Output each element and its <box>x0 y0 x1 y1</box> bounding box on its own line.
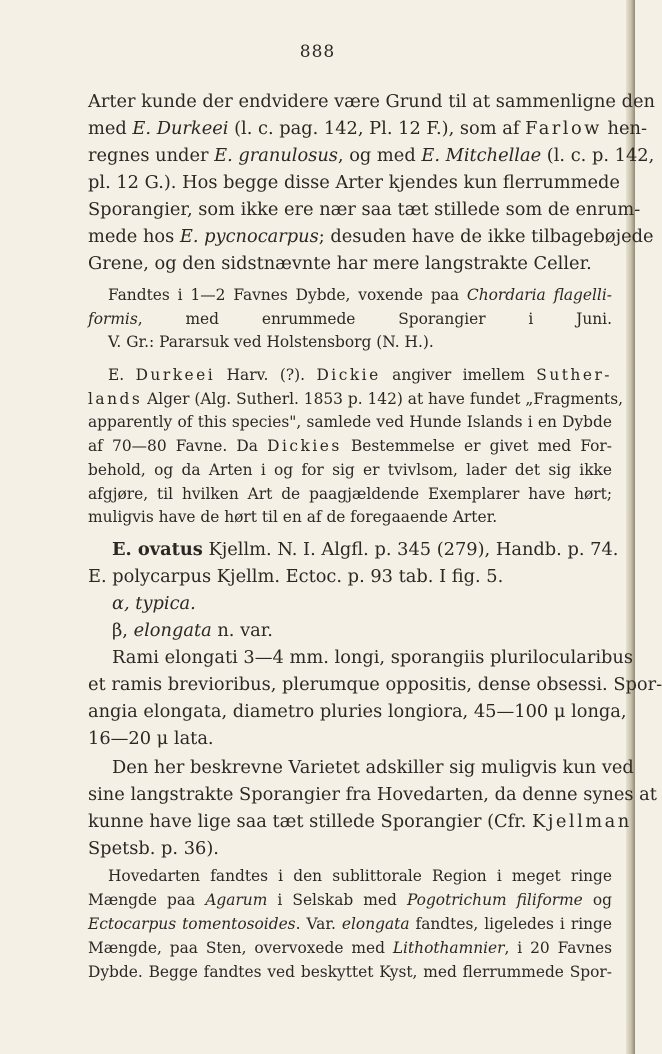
paragraph-habitat: Hovedarten fandtes i den sublittorale Region i meget ringe Mængde paa Agarum i Selskab med Pogotrichum filiforme og Ectocarpus tomentosoides. Var. elongata fandtes, ligeledes i ringe Mængde, paa Sten, overvoxede med Lithothamnier, i 20 Favnes Dybde. Begge fandtes ved beskyttet Kyst, med flerrummede Spor- <box>88 867 613 981</box>
paragraph-comparison: Arter kunde der endvidere være Grund til at sammenligne den med E. Durkeei (l. c. pag. 142, Pl. 12 F.), som af Farlow hen- regnes under E. granulosus, og med E. Mitchellae (l. c. p. 142, pl. 12 G.). Hos begge disse Arter kjendes kun flerrummede Sporangier, som ikke ere nær saa tæt stillede som de enrum- mede hos E. pycnocarpus; desuden have de ikke tilbagebøjede Grene, og den sidstnævnte har mere langstrakte Celler. <box>88 91 655 274</box>
species-ovatus-section: E. ovatus Kjellm. N. I. Algfl. p. 345 (279), Handb. p. 74. E. polycarpus Kjellm. Ectoc. p. 93 tab. I fig. 5. α, typica. β, elongata n. var. Rami elongati 3—4 mm. longi, sporangiis plurilocularibus et ramis brevioribus, plerumque oppositis, dense obsessi. Spor- angia elongata, diametro pluries longiora, 45—100 μ longa, 16—20 μ lata. <box>88 536 612 752</box>
paragraph-durkeei: E. Durkeei Harv. (?). Dickie angiver imellem Suther- lands Alger (Alg. Sutherl. 1853 p. 142) at have fundet „Fragments, apparently of this species", samlede ved Hunde Islands i en Dybde af 70—80 Favne. Da Dickies Bestemmelse er givet med For- behold, og da Arten i og for sig er tvivlsom, lader det sig ikke afgjøre, til hvilken Art de paagjældende Exemplarer have hørt; muligvis have de hørt til en af de foregaaende Arter. <box>88 366 623 527</box>
synonym-line: E. polycarpus Kjellm. Ectoc. p. 93 tab. I fig. 5. <box>88 566 504 587</box>
variety-typica: α, typica. <box>112 593 196 614</box>
page-number: 888 <box>299 42 336 62</box>
variety-elongata: β, elongata n. var. <box>112 620 273 641</box>
latin-diagnosis: Rami elongati 3—4 mm. longi, sporangiis plurilocularibus <box>112 647 633 668</box>
paragraph-variety-note: Den her beskrevne Varietet adskiller sig muligvis kun ved sine langstrakte Sporangier fra Hovedarten, da denne synes at kunne have lige saa tæt stillede Sporangier (Cfr. Kjellman Spetsb. p. 36). <box>88 757 657 859</box>
species-heading: E. ovatus Kjellm. N. I. Algfl. p. 345 (279), Handb. p. 74. <box>112 539 619 560</box>
paragraph-occurrence: Fandtes i 1—2 Favnes Dybde, voxende paa Chordaria flagelli- formis, med enrummede Sporangier i Juni. V. Gr.: Pararsuk ved Holstensborg (N. H.). <box>88 286 612 352</box>
